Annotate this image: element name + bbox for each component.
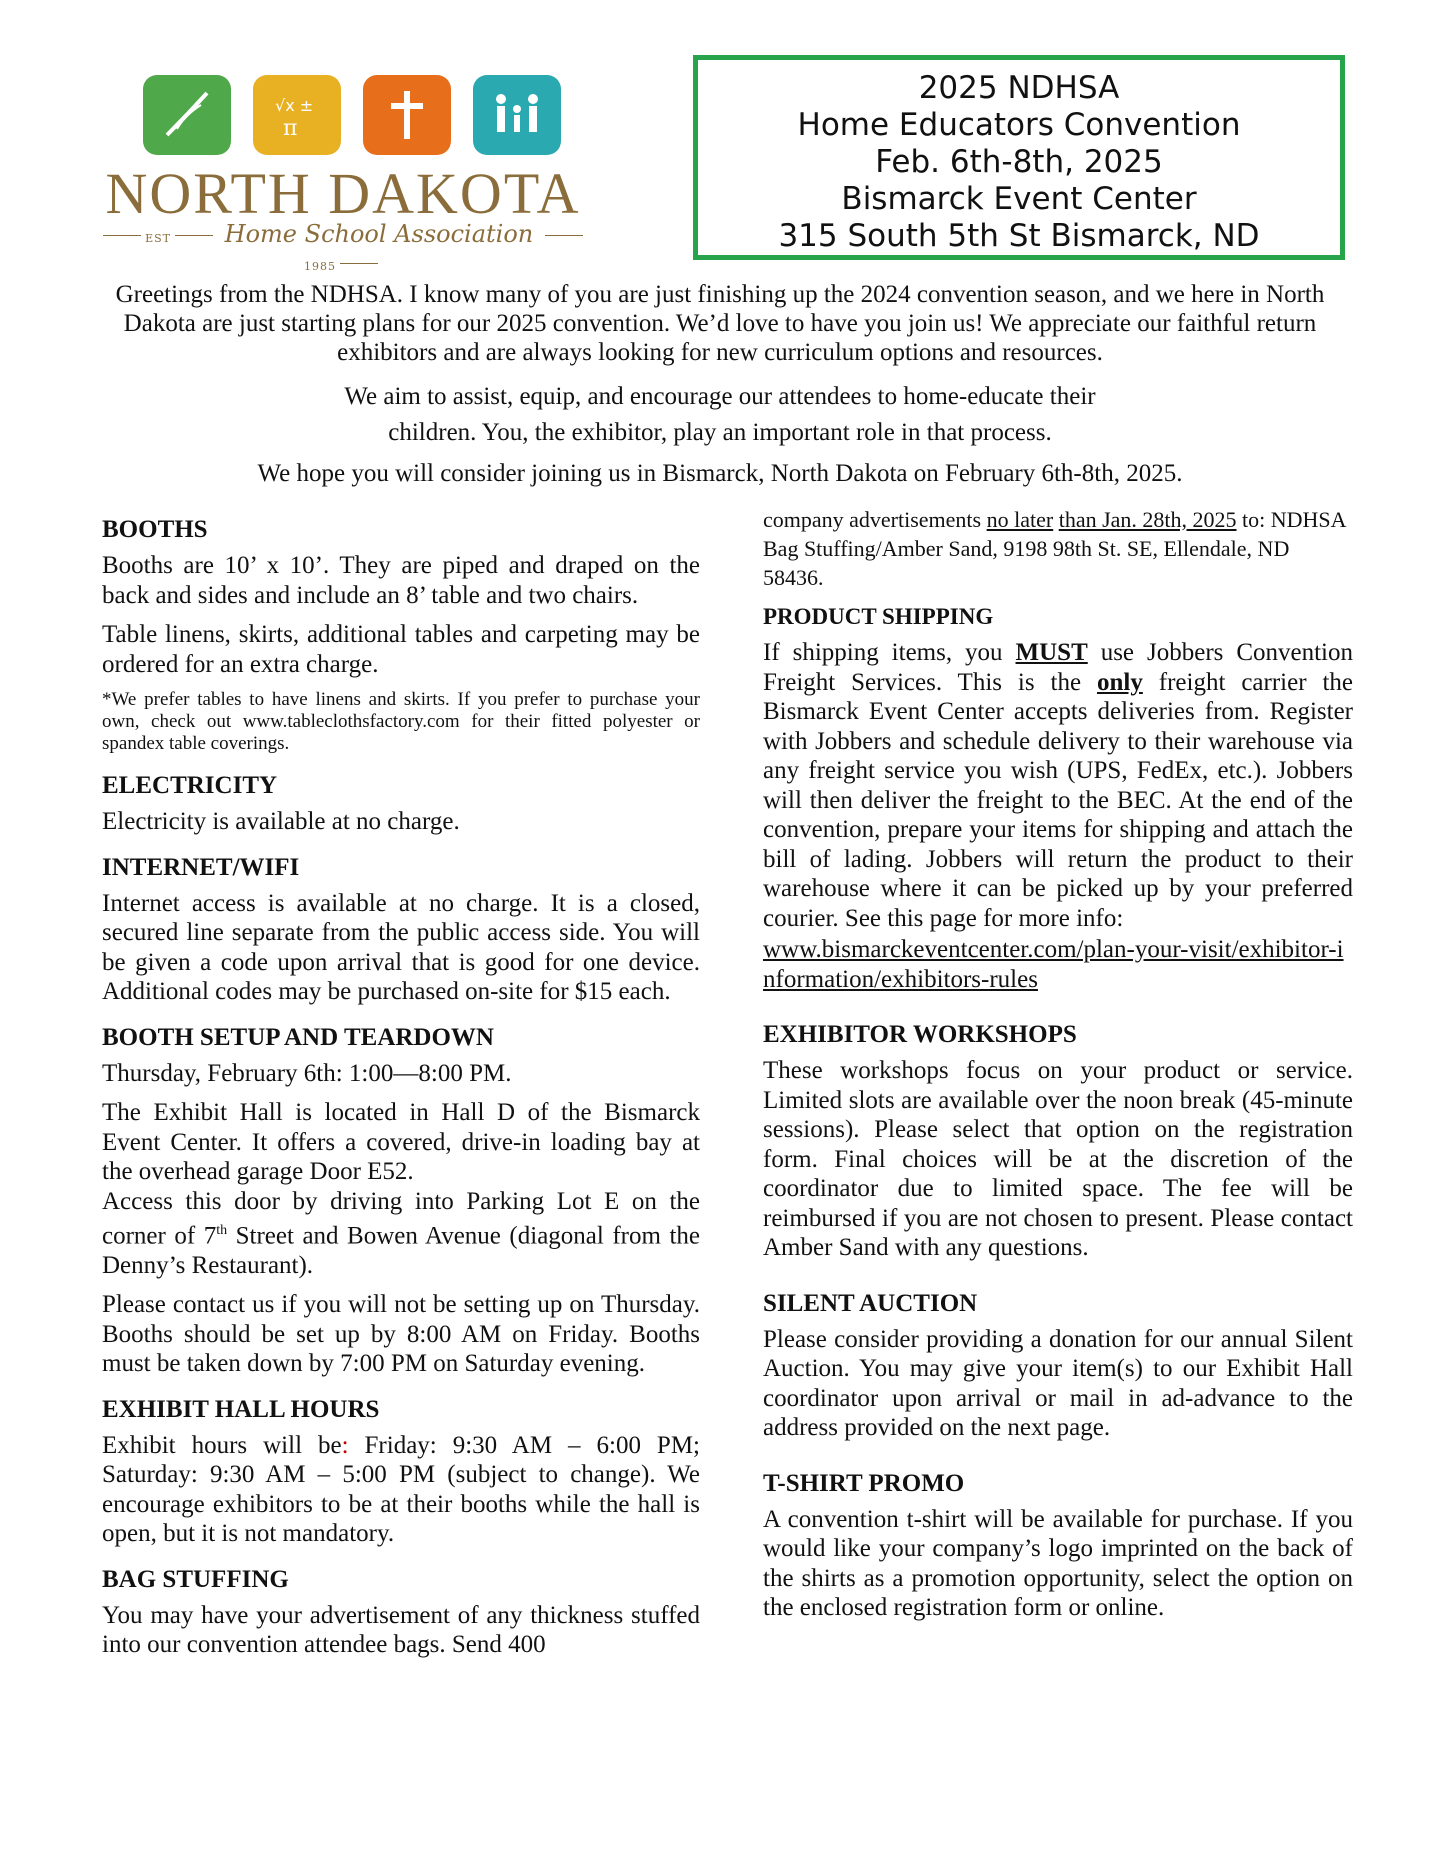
bag-deadline-2: than Jan. 28th, 2025 — [1058, 507, 1237, 532]
hours-text-a: Exhibit hours will be — [102, 1431, 342, 1459]
bag-deadline-1: no later — [986, 507, 1054, 532]
shipping-heading: PRODUCT SHIPPING — [763, 604, 994, 629]
shipping-text — [763, 638, 1353, 933]
setup-access-sup: th — [216, 1223, 228, 1238]
setup-access — [102, 1187, 700, 1281]
auction-text: Please consider providing a donation for our annual Silent Auction. You may give your item(s) to our Exhibit Hall coordinator upon arrival or mail in ad-advance to the address provided on the next page. — [763, 1325, 1353, 1441]
logo-est: EST — [145, 232, 172, 245]
hours-text-b: Friday: 9:30 AM – 6:00 PM; Saturday: 9:30 AM – 5:00 PM (subject to change). We encourage exhibitors to be at their booths while the hall is open, but it is not mandatory. — [102, 1431, 701, 1548]
logo-name: NORTH DAKOTA — [105, 161, 581, 226]
internet-text: Internet access is available at no charge. It is a closed, secured line separate from the public access side. You will be given a code upon arrival that is good for one device. Additional codes may be purchased on-site for $15 each. — [102, 889, 700, 1005]
section-internet — [102, 853, 700, 1007]
shipping-must: MUST — [1015, 639, 1088, 666]
logo-subtitle — [88, 220, 598, 276]
ndhsa-logo — [88, 70, 598, 273]
auction-heading: SILENT AUCTION — [763, 1289, 978, 1317]
right-column — [763, 505, 1353, 1639]
logo-icon-row — [143, 75, 563, 160]
svg-text:√x ±: √x ± — [275, 96, 314, 115]
convention-title-box — [693, 55, 1345, 260]
shipping-text-c: freight carrier the Bismarck Event Center accepts deliveries from. Register with Jobbers and schedule delivery to their warehouse via any freight service you wish (UPS, FedEx, etc.). Jobbers will then deliver the freight to the BEC. At the end of the convention, prepare your items for shipping and attach the bill of lading. Jobbers will return the product to their warehouse where it can be picked up by your preferred courier. See this page for more info: — [763, 668, 1353, 932]
setup-time: Thursday, February 6th: 1:00—8:00 PM. — [102, 1059, 512, 1087]
setup-access-b: Street and Bowen Avenue (diagonal from the Denny’s Restaurant). — [102, 1222, 700, 1279]
tshirt-heading: T-SHIRT PROMO — [763, 1469, 965, 1497]
setup-heading: BOOTH SETUP AND TEARDOWN — [102, 1023, 494, 1051]
cross-icon — [363, 75, 451, 155]
section-hours — [102, 1395, 700, 1549]
section-workshops — [763, 1020, 1353, 1263]
shipping-only: only — [1096, 668, 1143, 696]
internet-heading: INTERNET/WIFI — [102, 853, 300, 881]
booths-text-2: Table linens, skirts, additional tables and carpeting may be ordered for an extra charge. — [102, 621, 700, 678]
shipping-link[interactable]: www.bismarckeventcenter.com/plan-your-visit/exhibitor-information/exhibitors-rules — [763, 936, 1344, 993]
intro-mission — [110, 379, 1330, 451]
intro-closing: We hope you will consider joining us in Bismarck, North Dakota on February 6th-8th, 2025. — [257, 460, 1183, 487]
bag-text-continued — [763, 505, 1353, 592]
title-line-5: 315 South 5th St Bismarck, ND — [778, 218, 1260, 254]
svg-text:π: π — [283, 116, 298, 141]
title-line-1: 2025 NDHSA — [918, 70, 1120, 106]
section-electricity — [102, 771, 700, 837]
booths-heading: BOOTHS — [102, 516, 208, 543]
math-icon — [253, 75, 341, 155]
setup-access-a: Access this door by driving into Parking Lot E on the corner of 7 — [102, 1187, 700, 1250]
title-line-2: Home Educators Convention — [797, 107, 1241, 143]
logo-sub-text: Home School Association — [224, 220, 534, 248]
intro-greeting: Greetings from the NDHSA. I know many of you are just finishing up the 2024 convention season, and we here in North Dakota are just starting plans for our 2025 convention. We’d love to have you join us! We appreciate our faithful return exhibitors and are always looking for new curriculum options and resources. — [115, 281, 1325, 366]
bag-cont-b: to: NDHSA Bag Stuffing/Amber Sand, 9198 98th St. SE, Ellendale, ND 58436. — [763, 507, 1346, 590]
intro-mission-line-1: We aim to assist, equip, and encourage our attendees to home-educate their — [344, 383, 1096, 410]
shipping-text-a: If shipping items, you — [763, 639, 1016, 666]
section-shipping — [763, 602, 1353, 994]
intro — [110, 280, 1330, 488]
section-setup — [102, 1023, 700, 1379]
title-line-4: Bismarck Event Center — [841, 181, 1197, 217]
section-booths — [102, 515, 700, 755]
hours-colon: : — [341, 1431, 349, 1459]
shipping-text-b: use Jobbers Convention Freight Services. This is the — [763, 639, 1353, 696]
wheat-icon — [143, 75, 231, 155]
bag-heading: BAG STUFFING — [102, 1565, 289, 1593]
section-bag-stuffing — [102, 1565, 700, 1660]
intro-mission-line-2: children. You, the exhibitor, play an important role in that process. — [388, 419, 1052, 446]
booths-text-1: Booths are 10’ x 10’. They are piped and draped on the back and sides and include an 8’ table and two chairs. — [102, 552, 700, 609]
section-tshirt — [763, 1469, 1353, 1623]
electricity-text: Electricity is available at no charge. — [102, 808, 460, 835]
left-column — [102, 515, 700, 1670]
title-line-3: Feb. 6th-8th, 2025 — [875, 144, 1163, 180]
hours-text — [102, 1431, 700, 1549]
electricity-heading: ELECTRICITY — [102, 772, 278, 799]
booths-note: *We prefer tables to have linens and skirts. If you prefer to purchase your own, check out www.tableclothsfactory.com for their fitted polyester or spandex table coverings. — [102, 689, 700, 754]
hours-heading: EXHIBIT HALL HOURS — [102, 1395, 380, 1423]
setup-contact: Please contact us if you will not be setting up on Thursday. Booths should be set up by 8:00 AM on Friday. Booths must be taken down by 7:00 PM on Saturday evening. — [102, 1291, 700, 1378]
workshops-text: These workshops focus on your product or service. Limited slots are available over the noon break (45-minute sessions). Please select that option on the registration form. Final choices will be at the discretion of the coordinator due to limited space. The fee will be reimbursed if you are not chosen to present. Please contact Amber Sand with any questions. — [763, 1057, 1353, 1261]
section-auction — [763, 1289, 1353, 1443]
workshops-heading: EXHIBITOR WORKSHOPS — [763, 1021, 1077, 1048]
family-icon — [473, 75, 561, 155]
logo-year: 1985 — [304, 260, 336, 273]
tshirt-text: A convention t-shirt will be available for purchase. If you would like your company’s logo imprinted on the back of the shirts as a promotion opportunity, select the option on the enclosed registration form or online. — [763, 1505, 1353, 1621]
setup-location: The Exhibit Hall is located in Hall D of the Bismarck Event Center. It offers a covered, drive-in loading bay at the overhead garage Door E52. — [102, 1099, 700, 1185]
bag-cont-a: company advertisements — [763, 507, 987, 532]
bag-text: You may have your advertisement of any thickness stuffed into our convention attendee bags. Send 400 — [102, 1601, 700, 1659]
